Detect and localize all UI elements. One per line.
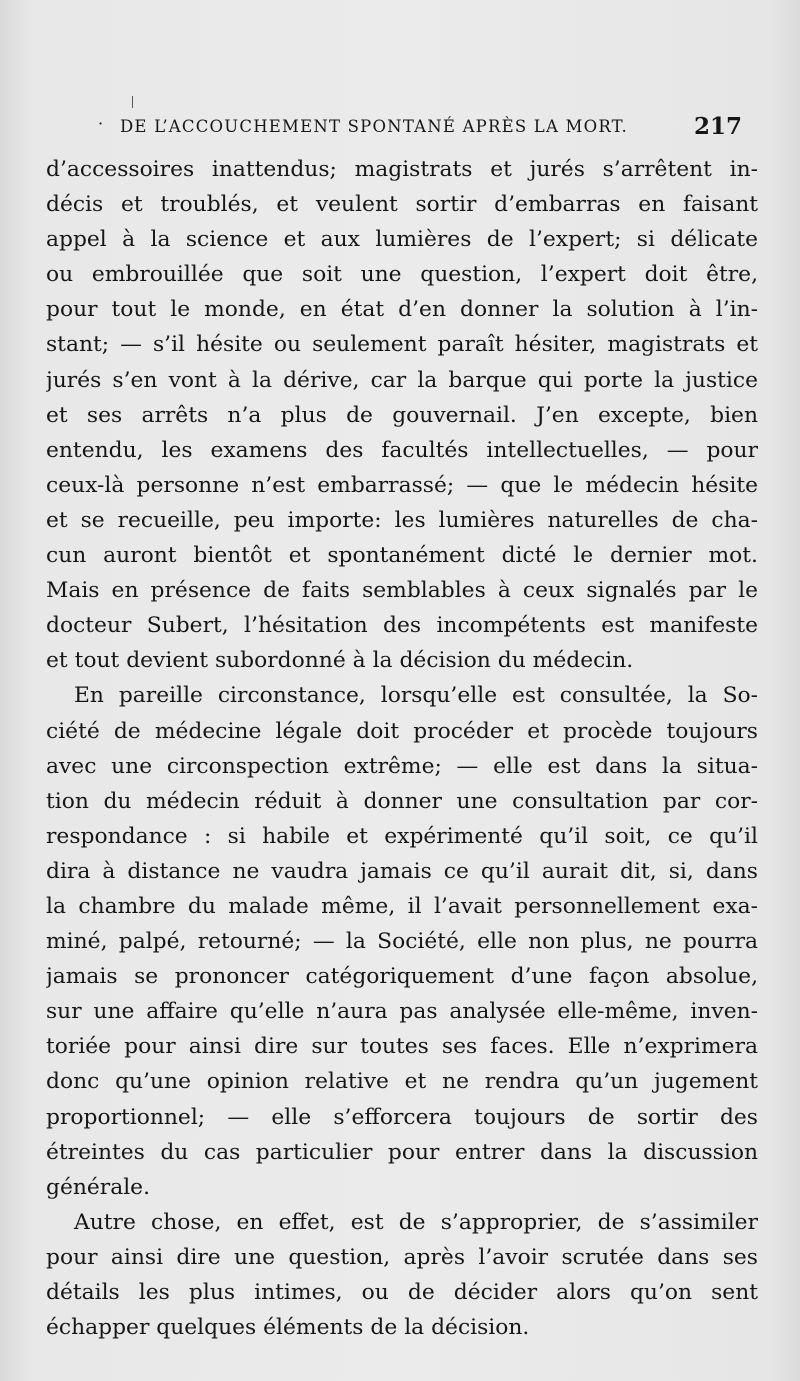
text-line: avec une circonspection extrême; — elle est dans la situa-	[46, 753, 758, 779]
running-head	[48, 113, 748, 143]
text-line: donc qu’une opinion relative et ne rendra qu’un jugement	[46, 1069, 758, 1095]
text-line: jurés s’en vont à la dérive, car la barque qui porte la justice	[46, 367, 758, 393]
paragraph-last-line: échapper quelques éléments de la décision.	[46, 1315, 530, 1341]
running-head-title: DE L’ACCOUCHEMENT SPONTANÉ APRÈS LA MORT.	[120, 117, 628, 136]
text-line: pour ainsi dire une question, après l’avoir scrutée dans ses	[46, 1244, 758, 1270]
text-line: stant; — s’il hésite ou seulement paraît hésiter, magistrats et	[46, 332, 758, 358]
text-line: ciété de médecine légale doit procéder et procède toujours	[46, 718, 758, 744]
text-line: ceux-là personne n’est embarrassé; — que le médecin hésite	[46, 472, 758, 498]
text-line: ou embrouillée que soit une question, l’expert doit être,	[46, 262, 758, 288]
text-line: entendu, les examens des facultés intellectuelles, — pour	[46, 437, 758, 463]
text-line: et se recueille, peu importe: les lumières naturelles de cha-	[46, 507, 758, 533]
text-line: détails les plus intimes, ou de décider alors qu’on sent	[46, 1280, 758, 1305]
text-line: toriée pour ainsi dire sur toutes ses faces. Elle n’exprimera	[46, 1034, 758, 1060]
body-text	[46, 152, 758, 1345]
text-line: et ses arrêts n’a plus de gouvernail. J’en excepte, bien	[46, 402, 758, 428]
text-line: d’accessoires inattendus; magistrats et jurés s’arrêtent in-	[46, 157, 758, 182]
text-line: tion du médecin réduit à donner une consultation par cor-	[46, 788, 758, 814]
text-line: sur une affaire qu’elle n’aura pas analysée elle-même, inven-	[46, 999, 758, 1025]
text-line: dira à distance ne vaudra jamais ce qu’il aurait dit, si, dans	[46, 858, 758, 884]
text-line: étreintes du cas particulier pour entrer dans la discussion	[46, 1139, 758, 1165]
text-line: respondance : si habile et expérimenté qu’il soit, ce qu’il	[46, 823, 758, 849]
text-line: proportionnel; — elle s’efforcera toujours de sortir des	[46, 1104, 758, 1130]
margin-mark	[132, 96, 133, 108]
text-line: miné, palpé, retourné; — la Société, elle non plus, ne pourra	[46, 929, 758, 955]
page-number: 217	[693, 113, 742, 140]
text-line: Mais en présence de faits semblables à ceux signalés par le	[46, 578, 758, 604]
text-line: la chambre du malade même, il l’avait personnellement exa-	[46, 893, 758, 919]
paragraph-last-line: et tout devient subordonné à la décision du médecin.	[46, 648, 634, 674]
paragraph-last-line: générale.	[46, 1174, 151, 1200]
text-line: pour tout le monde, en état d’en donner la solution à l’in-	[46, 297, 758, 323]
text-line: décis et troublés, et veulent sortir d’embarras en faisant	[46, 192, 758, 218]
text-line: docteur Subert, l’hésitation des incompétents est manifeste	[46, 613, 758, 639]
text-line: jamais se prononcer catégoriquement d’une façon absolue,	[46, 964, 758, 990]
paragraph-first-line: Autre chose, en effet, est de s’approprier, de s’assimiler	[74, 1209, 758, 1235]
text-line: cun auront bientôt et spontanément dicté le dernier mot.	[46, 543, 758, 569]
text-line: appel à la science et aux lumières de l’expert; si délicate	[46, 227, 758, 253]
running-head-bullet: ·	[98, 114, 104, 133]
paragraph-first-line: En pareille circonstance, lorsqu’elle est consultée, la So-	[74, 683, 758, 709]
